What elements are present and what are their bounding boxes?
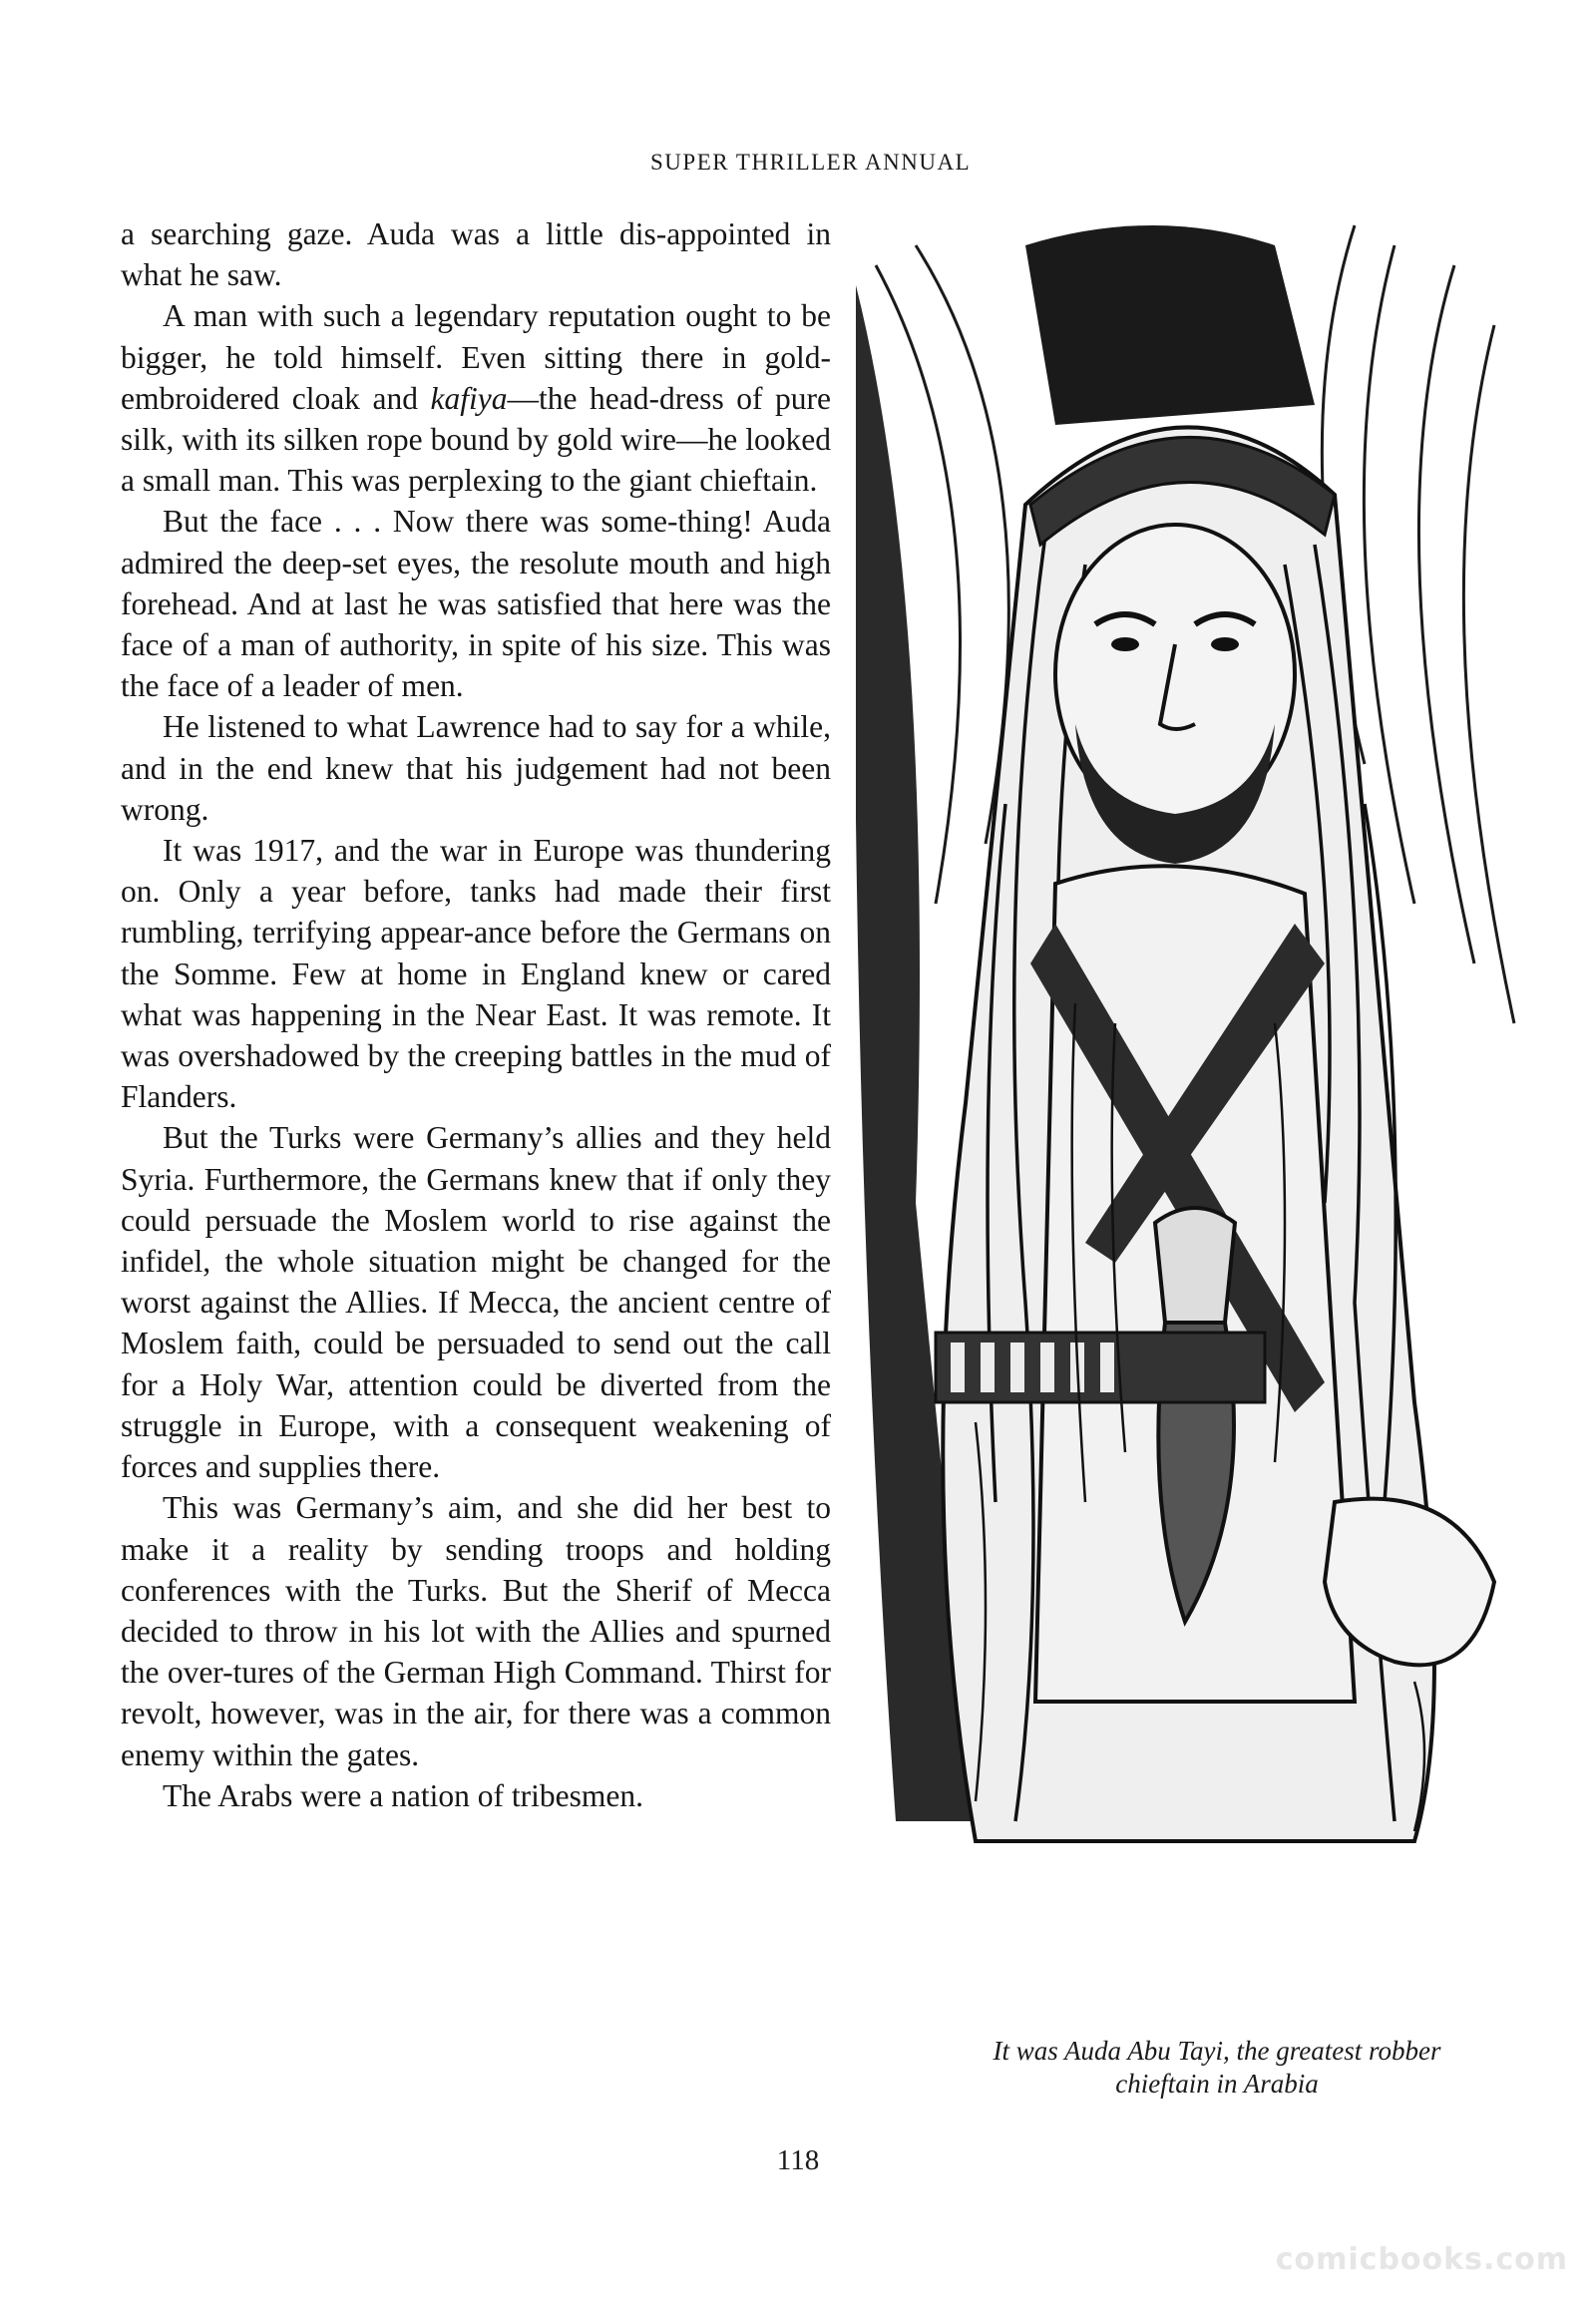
paragraph-5: It was 1917, and the war in Europe was thundering on. Only a year before, tanks had made their first rumbling, terrifying appear-ance before the Germans on the Somme. Few at home in England knew or cared what was happening in the Near East. It was remote. It was overshadowed by the creeping battles in the mud of Flanders. <box>121 833 831 1115</box>
right-eye <box>1211 637 1239 651</box>
paragraph-1: a searching gaze. Auda was a little dis-appointed in what he saw. <box>121 216 831 293</box>
caption-line-1: It was Auda Abu Tayi, the greatest robber <box>993 2036 1441 2066</box>
tent-shadow <box>1025 225 1315 425</box>
auda-portrait-illustration <box>856 205 1534 2021</box>
article-body <box>121 213 831 1816</box>
page-number: 118 <box>776 2144 820 2176</box>
illustration-caption <box>898 2035 1536 2101</box>
paragraph-2-start: A man with such a legendary reputation ought to be bigger, he told himself. Even sitting there in gold-embroidered cloak and <box>121 298 831 416</box>
left-eye <box>1111 637 1139 651</box>
running-header: SUPER THRILLER ANNUAL <box>650 150 972 175</box>
paragraph-3: But the face . . . Now there was some-thing! Auda admired the deep-set eyes, the resolute mouth and high forehead. And at last he was satisfied that here was the face of a man of authority, in spite of his size. This was the face of a leader of men. <box>121 504 831 704</box>
kafiya-term: kafiya <box>430 380 508 416</box>
paragraph-6: But the Turks were Germany’s allies and they held Syria. Furthermore, the Germans knew that if only they could persuade the Moslem world to rise against the infidel, the whole situation might be changed for the worst against the Allies. If Mecca, the ancient centre of Moslem faith, could be persuaded to send out the call for a Holy War, attention could be diverted from the struggle in Europe, with a consequent weakening of forces and supplies there. <box>121 1120 831 1485</box>
dagger-hilt <box>1155 1208 1235 1323</box>
paragraph-2 <box>121 295 831 501</box>
paragraph-8: The Arabs were a nation of tribesmen. <box>163 1777 643 1813</box>
watermark: comicbooks.com <box>1275 2242 1568 2277</box>
paragraph-2-end: —the head-dress of pure silk, with its silken rope bound by gold wire—he looked a small man. This was perplexing to the giant chieftain. <box>121 380 832 499</box>
paragraph-7: This was Germany’s aim, and she did her best to make it a reality by sending troops and holding conferences with the Turks. But the Sherif of Mecca decided to throw in his lot with the Allies and spurned the over-tures of the German High Command. Thirst for revolt, however, was in the air, for there was a common enemy within the gates. <box>121 1490 831 1772</box>
paragraph-4: He listened to what Lawrence had to say for a while, and in the end knew that his judgement had not been wrong. <box>121 709 831 827</box>
caption-line-2: chieftain in Arabia <box>1115 2069 1319 2099</box>
